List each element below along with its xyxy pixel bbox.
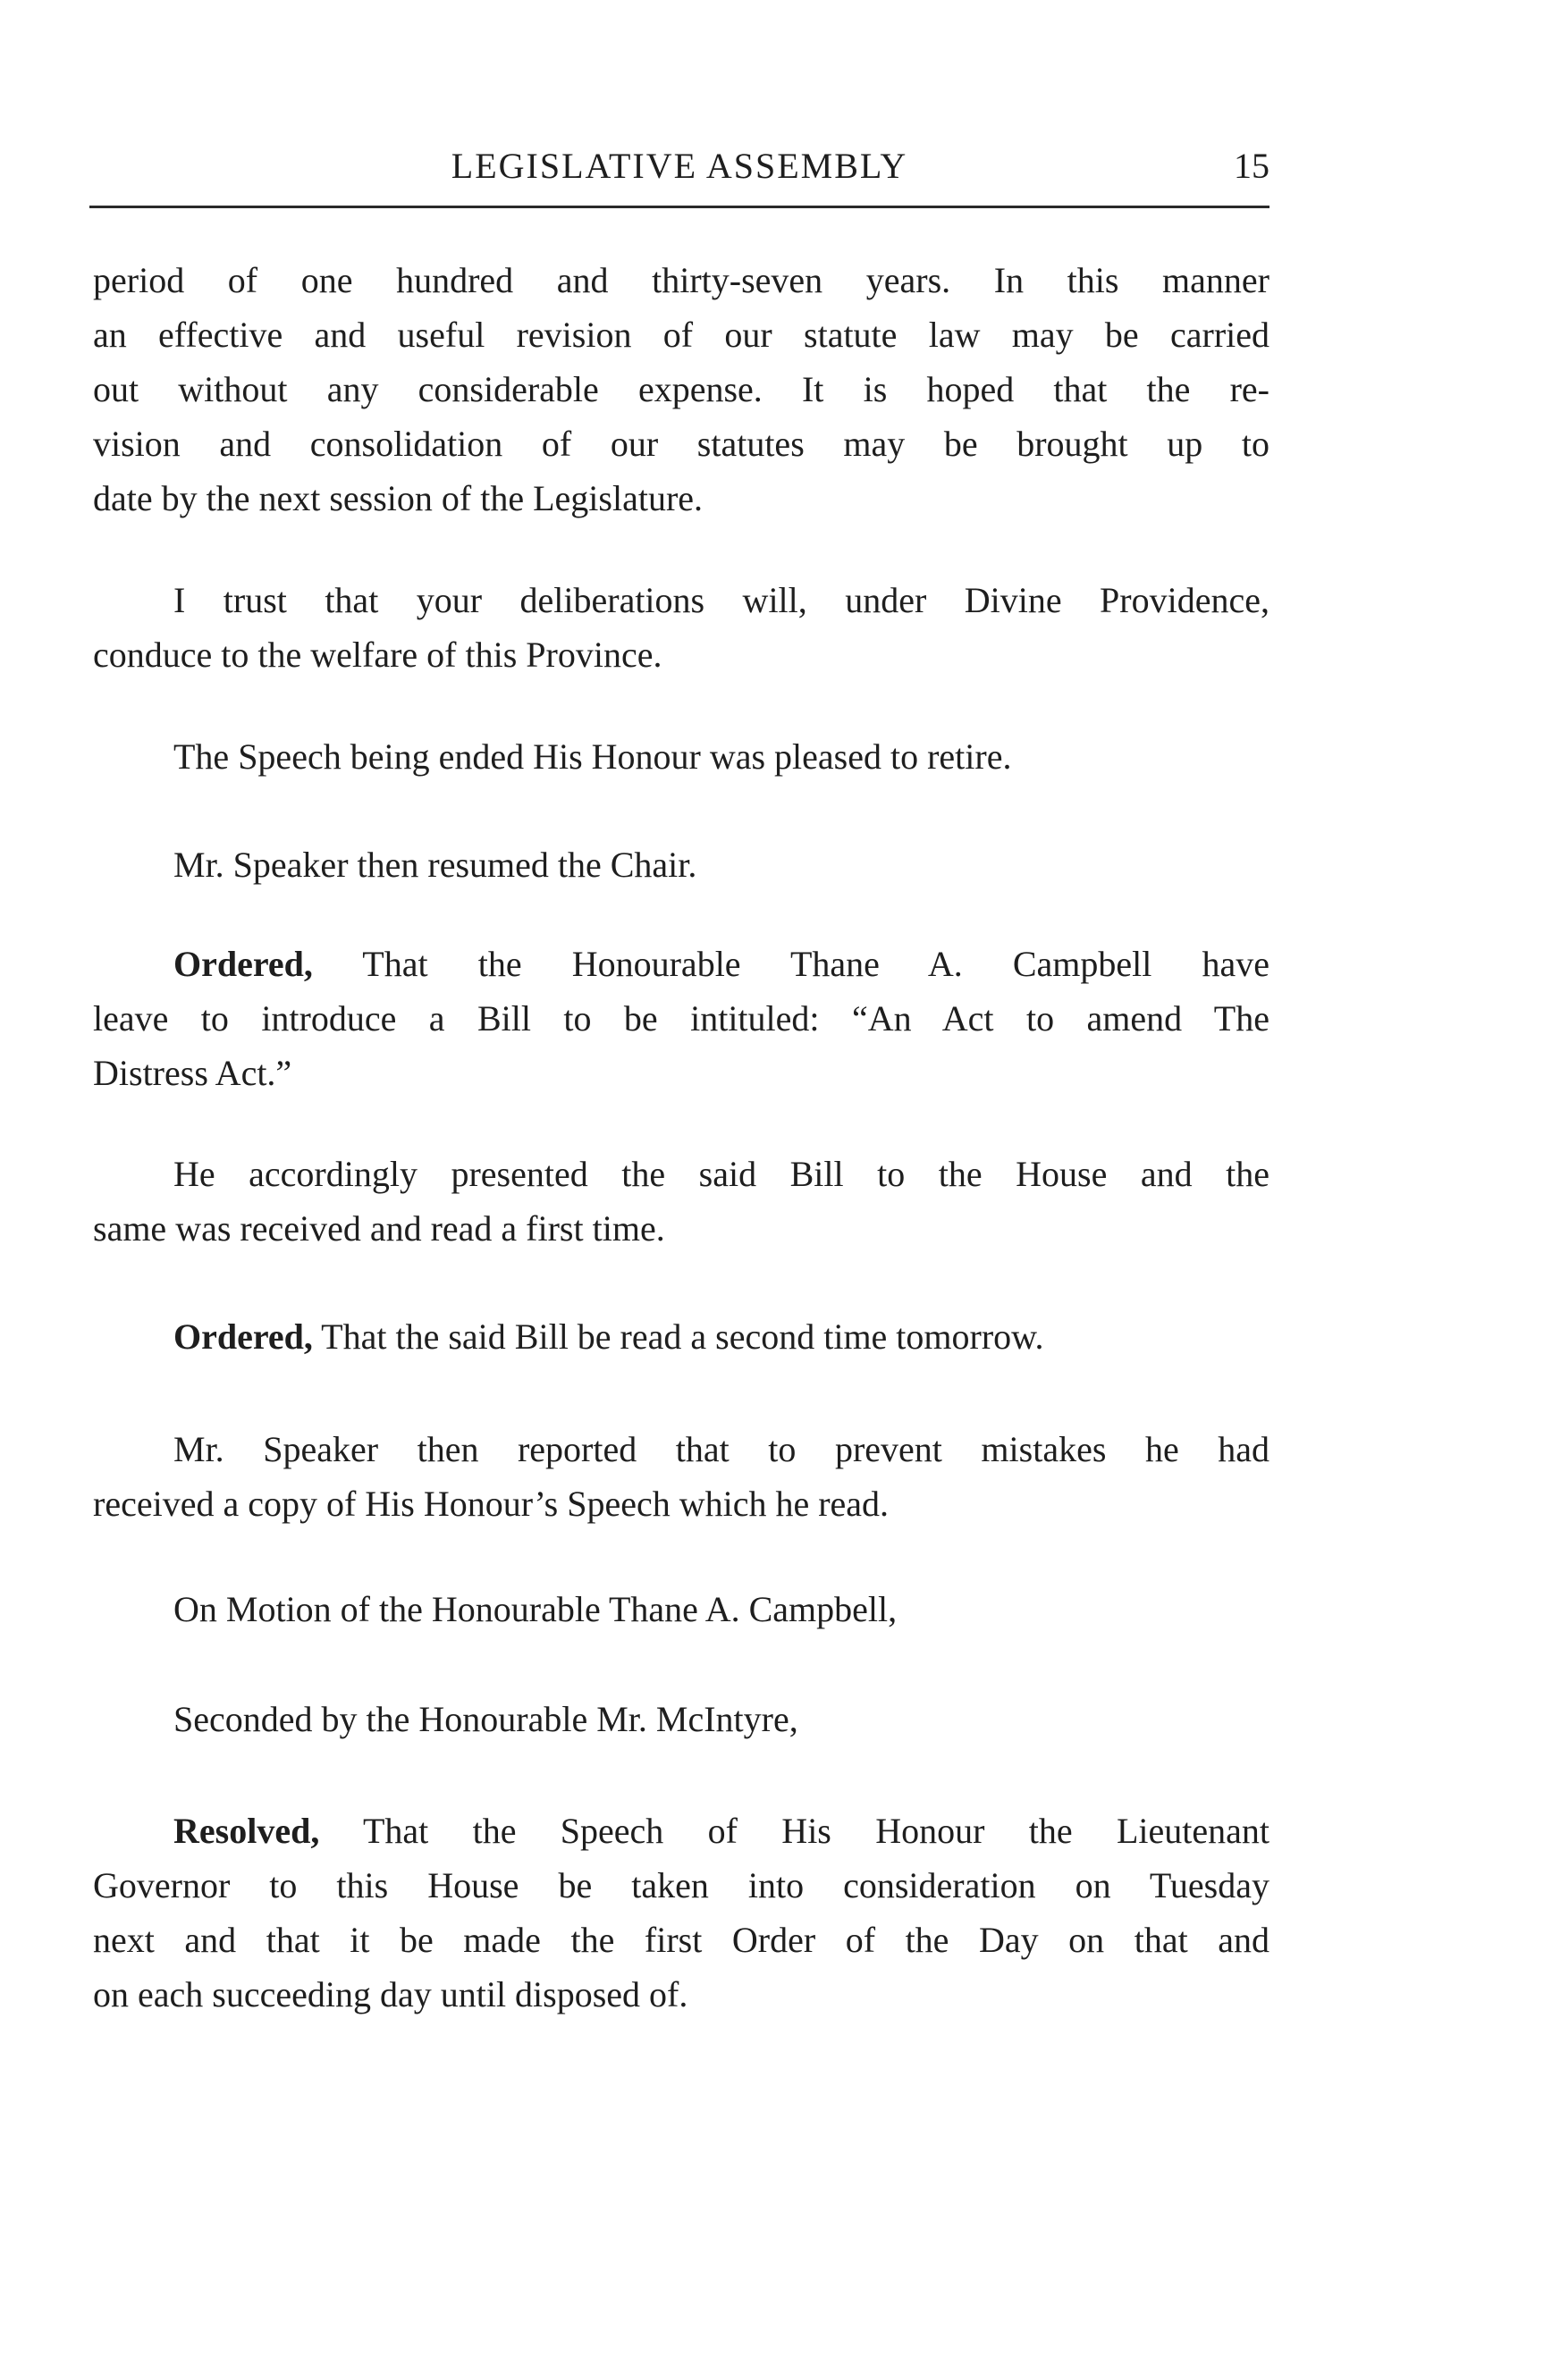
- lead-word: Resolved,: [173, 1811, 320, 1851]
- paragraph-trust: [93, 573, 1269, 682]
- text-line: Seconded by the Honourable Mr. McIntyre,: [173, 1699, 798, 1739]
- lead-word: Ordered,: [173, 944, 313, 984]
- text-line: The Speech being ended His Honour was pleased to retire.: [173, 736, 1012, 777]
- text-line: Mr. Speaker then reported that to prevent mistakes he had: [173, 1429, 1269, 1469]
- paragraph-presented-bill: [93, 1147, 1269, 1256]
- paragraph-seconded: [93, 1692, 1269, 1746]
- paragraph-speech-ended: [93, 729, 1269, 784]
- paragraph-ordered-second-reading: [93, 1309, 1269, 1364]
- text-line: received a copy of His Honour’s Speech which he read.: [93, 1484, 890, 1524]
- text-line: He accordingly presented the said Bill to the House and the: [173, 1154, 1269, 1194]
- paragraph-revision: [93, 253, 1269, 526]
- line-rest: That the Honourable Thane A. Campbell have: [312, 944, 1269, 984]
- text-line: On Motion of the Honourable Thane A. Campbell,: [173, 1589, 898, 1629]
- text-line: period of one hundred and thirty-seven years. In this manner: [93, 260, 1269, 300]
- paragraph-speaker-reported: [93, 1422, 1269, 1531]
- text-line: date by the next session of the Legislature.: [93, 478, 704, 518]
- text-line: Governor to this House be taken into consideration on Tuesday: [93, 1865, 1269, 1905]
- text-line: vision and consolidation of our statutes may be brought up to: [93, 424, 1269, 464]
- text-line: [93, 1309, 1269, 1364]
- line-rest: That the said Bill be read a second time tomorrow.: [312, 1316, 1044, 1357]
- page-header: [89, 139, 1269, 193]
- text-line: same was received and read a first time.: [93, 1208, 665, 1249]
- header-rule: [89, 206, 1269, 208]
- paragraph-ordered-leave: [93, 937, 1269, 1100]
- page-number: 15: [1234, 146, 1269, 186]
- text-line: out without any considerable expense. It is hoped that the re-: [93, 369, 1269, 409]
- text-line: I trust that your deliberations will, under Divine Providence,: [173, 580, 1269, 620]
- text-line: conduce to the welfare of this Province.: [93, 635, 662, 675]
- text-line: on each succeeding day until disposed of.: [93, 1974, 688, 2014]
- line-rest: That the Speech of His Honour the Lieutenant: [319, 1811, 1269, 1851]
- paragraph-motion: [93, 1582, 1269, 1636]
- text-line: an effective and useful revision of our statute law may be carried: [93, 315, 1269, 355]
- lead-word: Ordered,: [173, 1316, 313, 1357]
- text-line: [93, 1804, 1269, 1858]
- text-line: Distress Act.”: [93, 1053, 292, 1093]
- text-line: [93, 937, 1269, 991]
- paragraph-resolved: [93, 1804, 1269, 2022]
- text-line: Mr. Speaker then resumed the Chair.: [173, 845, 697, 885]
- text-line: leave to introduce a Bill to be intituled: “An Act to amend The: [93, 998, 1269, 1039]
- paragraph-resumed-chair: [93, 837, 1269, 892]
- running-title: LEGISLATIVE ASSEMBLY: [451, 146, 908, 186]
- text-line: next and that it be made the first Order of the Day on that and: [93, 1920, 1269, 1960]
